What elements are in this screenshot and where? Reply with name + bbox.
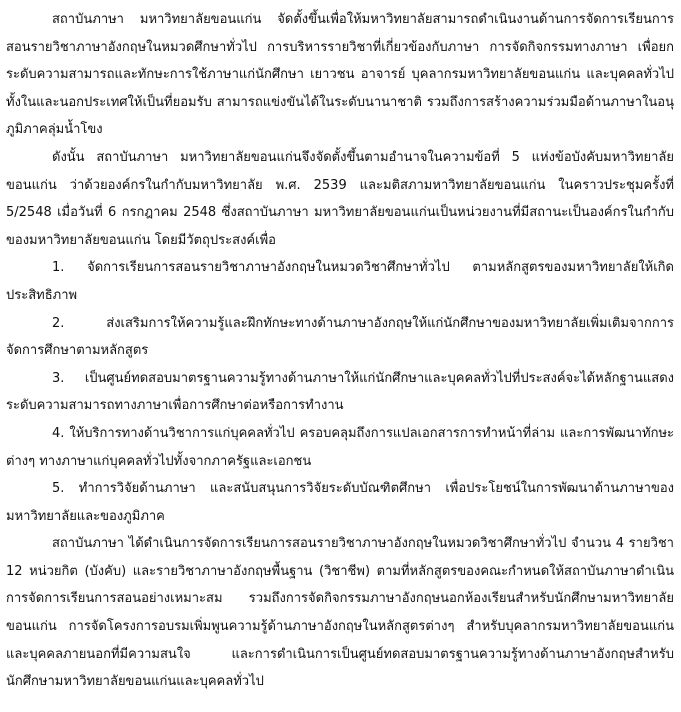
objective-item-5: 5. ทำการวิจัยด้านภาษา และสนับสนุนการวิจัยระดับบัณฑิตศึกษา เพื่อประโยชน์ในการพัฒนาด้านภาษาของมหาวิทยาลัยและของภูมิภาค <box>6 481 674 524</box>
operations-paragraph: สถาบันภาษา ได้ดำเนินการจัดการเรียนการสอนรายวิชาภาษาอังกฤษในหมวดวิชาศึกษาทั่วไป จำนวน 4 รายวิชา 12 หน่วยกิต (บังคับ) และรายวิชาภาษาอังกฤษพื้นฐาน (วิชาชีพ) ตามที่หลักสูตรของคณะกำหนดให้สถาบันภาษาดำเนินการจัดการเรียนการสอนอย่างเหมาะสม รวมถึงการจัดกิจกรรมภาษาอังกฤษนอกห้องเรียนสำหรับนักศึกษามหาวิทยาลัยขอนแก่น การจัดโครงการอบรมเพิ่มพูนความรู้ด้านภาษาอังกฤษในหลักสูตรต่างๆ สำหรับบุคลากรมหาวิทยาลัยขอนแก่น และบุคคลภายนอกที่มีความสนใจ และการดำเนินการเป็นศูนย์ทดสอบมาตรฐานความรู้ทางด้านภาษาอังกฤษสำหรับนักศึกษามหาวิทยาลัยขอนแก่นและบุคคลทั่วไป <box>6 536 674 690</box>
objective-item-3: 3. เป็นศูนย์ทดสอบมาตรฐานความรู้ทางด้านภาษาให้แก่นักศึกษาและบุคคลทั่วไปที่ประสงค์จะได้หลักฐานแสดงระดับความสามารถทางภาษาเพื่อการศึกษาต่อหรือการทำงาน <box>6 370 674 414</box>
objective-item-4: 4. ให้บริการทางด้านวิชาการแก่บุคคลทั่วไป ครอบคลุมถึงการแปลเอกสารการทำหน้าที่ล่าม และการพัฒนาทักษะต่างๆ ทางภาษาแก่บุคคลทั่วไปทั้งจากภาครัฐและเอกชน <box>6 425 674 469</box>
intro-paragraph: สถาบันภาษา มหาวิทยาลัยขอนแก่น จัดตั้งขึ้นเพื่อให้มหาวิทยาลัยสามารถดำเนินงานด้านการจัดการเรียนการสอนรายวิชาภาษาอังกฤษในหมวดศึกษาทั่วไป การบริหารรายวิชาที่เกี่ยวข้องกับภาษา การจัดกิจกรรมทางภาษา เพื่อยกระดับความสามารถและทักษะการใช้ภาษาแก่นักศึกษา เยาวชน อาจารย์ บุคลากรมหาวิทยาลัยขอนแก่น และบุคคลทั่วไปทั้งในและนอกประเทศให้เป็นที่ยอมรับ สามารถแข่งขันได้ในระดับนานาชาติ รวมถึงการสร้างความร่วมมือด้านภาษาในอนุภูมิภาคลุ่มน้ำโขง <box>6 12 674 138</box>
establishment-paragraph: ดังนั้น สถาบันภาษา มหาวิทยาลัยขอนแก่นจึงจัดตั้งขึ้นตามอำนาจในความข้อที่ 5 แห่งข้อบังคับมหาวิทยาลัยขอนแก่น ว่าด้วยองค์กรในกำกับมหาวิทยาลัย พ.ศ. 2539 และมติสภามหาวิทยาลัยขอนแก่น ในคราวประชุมครั้งที่ 5/2548 เมื่อวันที่ 6 กรกฎาคม 2548 ซึ่งสถาบันภาษา มหาวิทยาลัยขอนแก่นเป็นหน่วยงานที่มีสถานะเป็นองค์กรในกำกับของมหาวิทยาลัยขอนแก่น โดยมีวัตถุประสงค์เพื่อ <box>6 149 674 248</box>
objective-item-2: 2. ส่งเสริมการให้ความรู้และฝึกทักษะทางด้านภาษาอังกฤษให้แก่นักศึกษาของมหาวิทยาลัยเพิ่มเติมจากการจัดการศึกษาตามหลักสูตร <box>6 315 674 359</box>
objective-item-1: 1. จัดการเรียนการสอนรายวิชาภาษาอังกฤษในหมวดวิชาศึกษาทั่วไป ตามหลักสูตรของมหาวิทยาลัยให้เกิดประสิทธิภาพ <box>6 260 674 303</box>
document-body <box>6 6 674 696</box>
